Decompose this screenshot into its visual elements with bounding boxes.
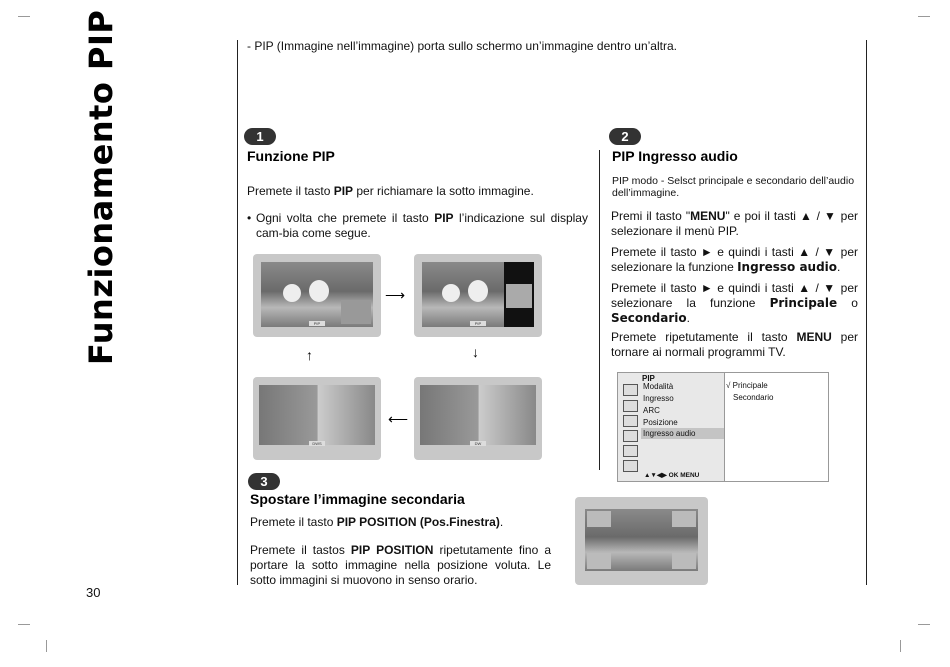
page-side-title: Funzionamento PIP: [82, 9, 120, 365]
menu-item-selected[interactable]: Ingresso audio: [643, 429, 696, 438]
pip-screen-3: DW: [414, 377, 542, 460]
middle-rule: [599, 150, 600, 470]
crop-mark: [918, 624, 930, 625]
setup-icon: [623, 460, 638, 472]
crop-mark: [918, 16, 930, 17]
section2-step4: Premete ripetutamente il tasto MENU per tornare ai normali programmi TV.: [611, 330, 858, 359]
section2-title: PIP Ingresso audio: [612, 148, 738, 164]
crop-mark: [18, 624, 30, 625]
step-badge-1: 1: [244, 128, 276, 145]
crop-mark: [46, 640, 47, 652]
crop-mark: [18, 16, 30, 17]
menu-item[interactable]: ARC: [643, 406, 660, 415]
bullet: •: [247, 211, 252, 225]
section1-paragraph2: Ogni volta che premete il tasto PIP l’indicazione sul display cam-bia come segue.: [256, 211, 588, 240]
pip-icon: [623, 445, 638, 457]
right-rule: [866, 40, 867, 585]
menu-item[interactable]: Modalità: [643, 382, 674, 391]
page-number: 30: [86, 585, 101, 600]
time-icon: [623, 430, 638, 442]
pip-screen-2: PIP: [414, 254, 542, 337]
picture-icon: [623, 384, 638, 396]
section1-title: Funzione PIP: [247, 148, 335, 164]
submenu-item[interactable]: √ Principale: [726, 381, 768, 390]
menu-item[interactable]: Ingresso: [643, 394, 674, 403]
step-badge-2: 2: [609, 128, 641, 145]
intro-text: - PIP (Immagine nell’immagine) porta sullo schermo un’immagine dentro un’altra.: [247, 39, 677, 53]
pip-menu-header: PIP: [642, 374, 655, 383]
section3-title: Spostare l’immagine secondaria: [250, 491, 465, 507]
pip-position-screen: [575, 497, 708, 585]
step-badge-3: 3: [248, 473, 280, 490]
pip-screen-1: PIP: [253, 254, 381, 337]
section2-step3: Premete il tasto ► e quindi i tasti ▲ / ▼ per selezionare la funzione Principale o Secondario.: [611, 281, 858, 325]
arrow-down-icon: ↓: [472, 344, 479, 360]
pip-menu: [617, 372, 829, 482]
arrow-right-icon: ⟶: [385, 287, 406, 303]
arrow-up-icon: ↑: [306, 347, 313, 363]
left-rule: [237, 40, 238, 585]
menu-footer: ▲▼◀▶ OK MENU: [644, 472, 700, 479]
section3-paragraph2: Premete il tastos PIP POSITION ripetutamente fino a portare la sotto immagine nella posizione voluta. Le sotto immagini si muovono in senso orario.: [250, 543, 551, 587]
section2-step2: Premete il tasto ► e quindi i tasti ▲ / ▼ per selezionare la funzione Ingresso audio.: [611, 245, 858, 274]
crop-mark: [900, 640, 901, 652]
section1-paragraph1: Premete il tasto PIP per richiamare la sotto immagine.: [247, 184, 534, 198]
sound-icon: [623, 415, 638, 427]
pip-screen-4: DWS: [253, 377, 381, 460]
section2-note: PIP modo - Selsct principale e secondario dell’audio dell’immagine.: [612, 175, 855, 199]
section3-paragraph1: Premete il tasto PIP POSITION (Pos.Finestra).: [250, 515, 504, 529]
menu-item[interactable]: Posizione: [643, 418, 678, 427]
section2-step1: Premi il tasto "MENU" e poi il tasti ▲ / ▼ per selezionare il menù PIP.: [611, 209, 859, 238]
screen-icon: [623, 400, 638, 412]
arrow-left-icon: ⟵: [388, 411, 409, 427]
submenu-item[interactable]: Secondario: [733, 393, 774, 402]
